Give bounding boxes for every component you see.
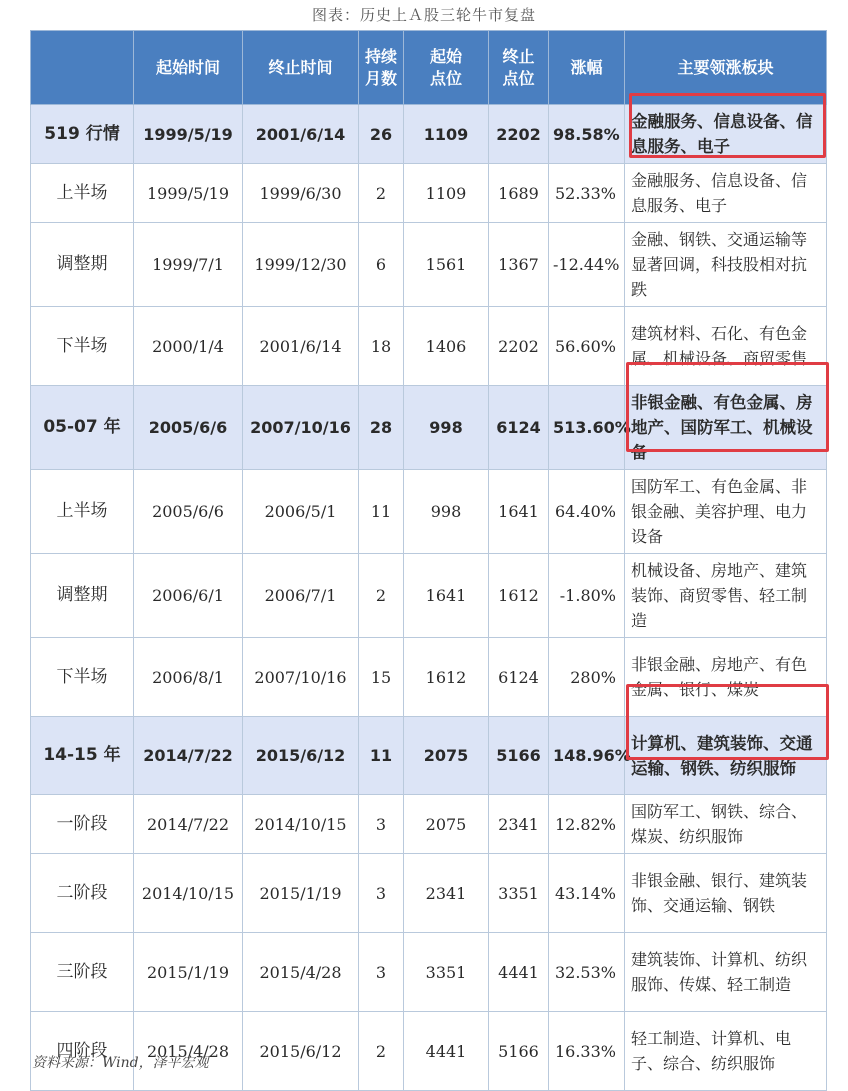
duration-months-cell: 28 [359, 386, 404, 470]
end-point-cell: 4441 [489, 933, 549, 1012]
header-gain: 涨幅 [549, 31, 625, 105]
row-name-cell: 一阶段 [31, 795, 134, 854]
start-point-cell: 2075 [404, 717, 489, 795]
duration-months-cell: 3 [359, 795, 404, 854]
end-time-cell: 2001/6/14 [243, 307, 359, 386]
start-time-cell: 2014/7/22 [134, 717, 243, 795]
duration-months-cell: 2 [359, 164, 404, 223]
leading-sectors-cell: 金融、钢铁、交通运输等显著回调，科技股相对抗跌 [625, 223, 827, 307]
header-end-time: 终止时间 [243, 31, 359, 105]
duration-months-cell: 18 [359, 307, 404, 386]
table-row [31, 638, 827, 717]
table-row [31, 795, 827, 854]
leading-sectors-cell: 非银金融、有色金属、房地产、国防军工、机械设备 [625, 386, 827, 470]
row-name-cell: 14-15 年 [31, 717, 134, 795]
table-row [31, 854, 827, 933]
table-row [31, 933, 827, 1012]
leading-sectors-cell: 国防军工、钢铁、综合、煤炭、纺织服饰 [625, 795, 827, 854]
leading-sectors-cell: 非银金融、银行、建筑装饰、交通运输、钢铁 [625, 854, 827, 933]
leading-sectors-cell: 计算机、建筑装饰、交通运输、钢铁、纺织服饰 [625, 717, 827, 795]
row-name-cell: 下半场 [31, 307, 134, 386]
leading-sectors-cell: 建筑材料、石化、有色金属、机械设备、商贸零售 [625, 307, 827, 386]
row-name-cell: 调整期 [31, 223, 134, 307]
row-name-cell: 二阶段 [31, 854, 134, 933]
end-point-cell: 2341 [489, 795, 549, 854]
duration-months-cell: 11 [359, 470, 404, 554]
start-time-cell: 2014/7/22 [134, 795, 243, 854]
leading-sectors-cell: 建筑装饰、计算机、纺织服饰、传媒、轻工制造 [625, 933, 827, 1012]
start-point-cell: 4441 [404, 1012, 489, 1091]
leading-sectors-cell: 金融服务、信息设备、信息服务、电子 [625, 105, 827, 164]
start-time-cell: 2000/1/4 [134, 307, 243, 386]
end-time-cell: 2007/10/16 [243, 638, 359, 717]
leading-sectors-cell: 非银金融、房地产、有色金属、银行、煤炭 [625, 638, 827, 717]
start-point-cell: 1406 [404, 307, 489, 386]
gain-cell: 43.14% [549, 854, 625, 933]
table-row-major [31, 386, 827, 470]
header-start-time: 起始时间 [134, 31, 243, 105]
row-name-cell: 上半场 [31, 164, 134, 223]
gain-cell: 32.53% [549, 933, 625, 1012]
start-time-cell: 1999/5/19 [134, 164, 243, 223]
end-time-cell: 2006/5/1 [243, 470, 359, 554]
row-name-cell: 下半场 [31, 638, 134, 717]
start-time-cell: 1999/7/1 [134, 223, 243, 307]
end-point-cell: 1367 [489, 223, 549, 307]
figure-title: 图表：历史上Ａ股三轮牛市复盘 [311, 6, 536, 24]
table-row [31, 223, 827, 307]
gain-cell: 148.96% [549, 717, 625, 795]
end-point-cell: 1612 [489, 554, 549, 638]
start-time-cell: 2015/1/19 [134, 933, 243, 1012]
table-row [31, 554, 827, 638]
gain-cell: 513.60% [549, 386, 625, 470]
row-name-cell: 上半场 [31, 470, 134, 554]
end-point-cell: 2202 [489, 307, 549, 386]
table-body [31, 105, 827, 1091]
source-note: 资料来源：Wind，泽平宏观 [32, 1055, 209, 1071]
leading-sectors-cell: 机械设备、房地产、建筑装饰、商贸零售、轻工制造 [625, 554, 827, 638]
start-point-cell: 1641 [404, 554, 489, 638]
row-name-cell: 调整期 [31, 554, 134, 638]
start-time-cell: 2006/6/1 [134, 554, 243, 638]
start-point-cell: 1109 [404, 164, 489, 223]
leading-sectors-cell: 金融服务、信息设备、信息服务、电子 [625, 164, 827, 223]
duration-months-cell: 3 [359, 933, 404, 1012]
end-point-cell: 2202 [489, 105, 549, 164]
gain-cell: 12.82% [549, 795, 625, 854]
header-start-point: 起始 点位 [404, 31, 489, 105]
end-time-cell: 1999/12/30 [243, 223, 359, 307]
end-point-cell: 5166 [489, 1012, 549, 1091]
start-point-cell: 2341 [404, 854, 489, 933]
table-row-major [31, 105, 827, 164]
gain-cell: 52.33% [549, 164, 625, 223]
end-time-cell: 2015/4/28 [243, 933, 359, 1012]
row-name-cell: 四阶段 [31, 1012, 134, 1091]
header-end-point: 终止 点位 [489, 31, 549, 105]
end-time-cell: 2015/6/12 [243, 1012, 359, 1091]
duration-months-cell: 6 [359, 223, 404, 307]
leading-sectors-cell: 国防军工、有色金属、非银金融、美容护理、电力设备 [625, 470, 827, 554]
start-point-cell: 998 [404, 386, 489, 470]
table-row [31, 307, 827, 386]
end-time-cell: 2007/10/16 [243, 386, 359, 470]
duration-months-cell: 3 [359, 854, 404, 933]
start-time-cell: 1999/5/19 [134, 105, 243, 164]
header-blank [31, 31, 134, 105]
gain-cell: 280% [549, 638, 625, 717]
end-time-cell: 1999/6/30 [243, 164, 359, 223]
start-time-cell: 2005/6/6 [134, 470, 243, 554]
gain-cell: 98.58% [549, 105, 625, 164]
start-point-cell: 1561 [404, 223, 489, 307]
start-time-cell: 2014/10/15 [134, 854, 243, 933]
start-time-cell: 2006/8/1 [134, 638, 243, 717]
bull-market-table [30, 30, 827, 1091]
end-point-cell: 3351 [489, 854, 549, 933]
table-row-major [31, 717, 827, 795]
start-time-cell: 2005/6/6 [134, 386, 243, 470]
row-name-cell: 三阶段 [31, 933, 134, 1012]
gain-cell: 64.40% [549, 470, 625, 554]
gain-cell: -1.80% [549, 554, 625, 638]
duration-months-cell: 2 [359, 554, 404, 638]
table-row [31, 470, 827, 554]
duration-months-cell: 11 [359, 717, 404, 795]
header-duration-months: 持续 月数 [359, 31, 404, 105]
header-leading-sectors: 主要领涨板块 [625, 31, 827, 105]
duration-months-cell: 2 [359, 1012, 404, 1091]
gain-cell: 56.60% [549, 307, 625, 386]
gain-cell: 16.33% [549, 1012, 625, 1091]
end-time-cell: 2015/6/12 [243, 717, 359, 795]
end-point-cell: 6124 [489, 638, 549, 717]
start-point-cell: 2075 [404, 795, 489, 854]
row-name-cell: 05-07 年 [31, 386, 134, 470]
duration-months-cell: 26 [359, 105, 404, 164]
end-point-cell: 5166 [489, 717, 549, 795]
end-point-cell: 1641 [489, 470, 549, 554]
end-time-cell: 2015/1/19 [243, 854, 359, 933]
header-row [31, 31, 827, 105]
row-name-cell: 519 行情 [31, 105, 134, 164]
table-row [31, 1012, 827, 1091]
end-time-cell: 2014/10/15 [243, 795, 359, 854]
end-point-cell: 6124 [489, 386, 549, 470]
duration-months-cell: 15 [359, 638, 404, 717]
start-point-cell: 1612 [404, 638, 489, 717]
end-time-cell: 2001/6/14 [243, 105, 359, 164]
leading-sectors-cell: 轻工制造、计算机、电子、综合、纺织服饰 [625, 1012, 827, 1091]
table-row [31, 164, 827, 223]
start-point-cell: 1109 [404, 105, 489, 164]
start-point-cell: 998 [404, 470, 489, 554]
start-point-cell: 3351 [404, 933, 489, 1012]
end-point-cell: 1689 [489, 164, 549, 223]
gain-cell: -12.44% [549, 223, 625, 307]
end-time-cell: 2006/7/1 [243, 554, 359, 638]
start-time-cell: 2015/4/28 [134, 1012, 243, 1091]
